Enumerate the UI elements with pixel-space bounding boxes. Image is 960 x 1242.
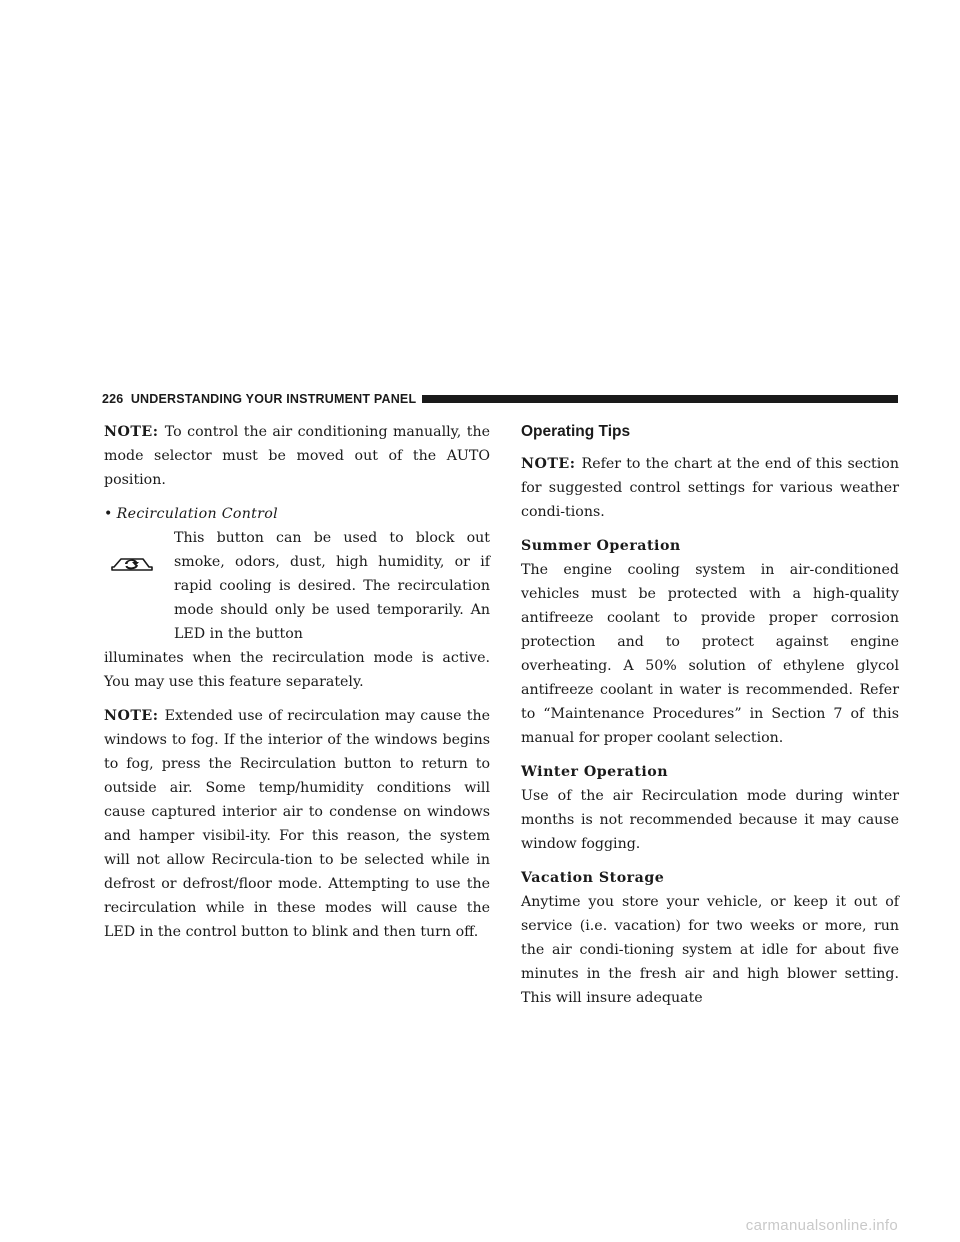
note-label: NOTE:	[104, 708, 159, 724]
note-text: To control the air conditioning manually, the mode selector must be moved out of the AUTO position.	[104, 424, 490, 488]
header-rule	[422, 395, 898, 403]
bullet-title: Recirculation Control	[116, 506, 278, 522]
recirculation-text-indented: This button can be used to block out smoke, odors, dust, high humidity, or if rapid cooling is desired. The recirculation mode should only be used temporarily. An LED in the button	[174, 530, 490, 642]
section-title: UNDERSTANDING YOUR INSTRUMENT PANEL	[130, 392, 417, 406]
operating-tips-heading: Operating Tips	[521, 423, 631, 440]
note-ac-manual	[104, 420, 490, 492]
note-chart-reference	[521, 452, 899, 524]
summer-operation-heading: Summer Operation	[521, 538, 681, 554]
bullet-dot: •	[104, 506, 113, 522]
note-text: Extended use of recirculation may cause the windows to fog. If the interior of the windows begins to fog, press the Recirculation button to return to outside air. Some temp/humidity conditions will cause captured interior air to condense on windows and hamper visibil-ity. For this reason, the system will not allow Recircula-tion to be selected while in defrost or defrost/floor mode. Attempting to use the recirculation while in these modes will cause the LED in the control button to blink and then turn off.	[104, 708, 490, 940]
vacation-storage-text: Anytime you store your vehicle, or keep it out of service (i.e. vacation) for two weeks or more, run the air condi-tioning system at idle for about five minutes in the fresh air and high blower setting. This will insure adequate	[521, 894, 899, 1006]
left-column	[104, 420, 490, 954]
winter-operation-text: Use of the air Recirculation mode during winter months is not recommended because it may cause window fogging.	[521, 788, 899, 852]
bullet-recirculation-control	[104, 502, 490, 526]
watermark: carmanualsonline.info	[745, 1217, 898, 1234]
winter-operation-heading: Winter Operation	[521, 764, 669, 780]
recirculation-text-full: illuminates when the recirculation mode is active. You may use this feature separately.	[104, 650, 490, 690]
page-number-and-section	[102, 392, 416, 406]
right-column	[521, 420, 899, 1020]
note-recirculation-fog	[104, 704, 490, 944]
note-label: NOTE:	[104, 424, 159, 440]
recirculation-icon	[102, 550, 162, 596]
summer-operation-text: The engine cooling system in air-conditioned vehicles must be protected with a high-quality antifreeze coolant to provide proper corrosion protection and to protect against engine overheating. A 50% solution of ethylene glycol antifreeze coolant in water is recommended. Refer to “Maintenance Procedures” in Section 7 of this manual for proper coolant selection.	[521, 562, 899, 746]
recirculation-description	[104, 526, 490, 694]
vacation-storage-heading: Vacation Storage	[521, 870, 665, 886]
note-label: NOTE:	[521, 456, 576, 472]
note-text: Refer to the chart at the end of this section for suggested control settings for various weather condi-tions.	[521, 456, 899, 520]
page-number: 226	[102, 392, 124, 406]
page-header	[102, 390, 898, 408]
